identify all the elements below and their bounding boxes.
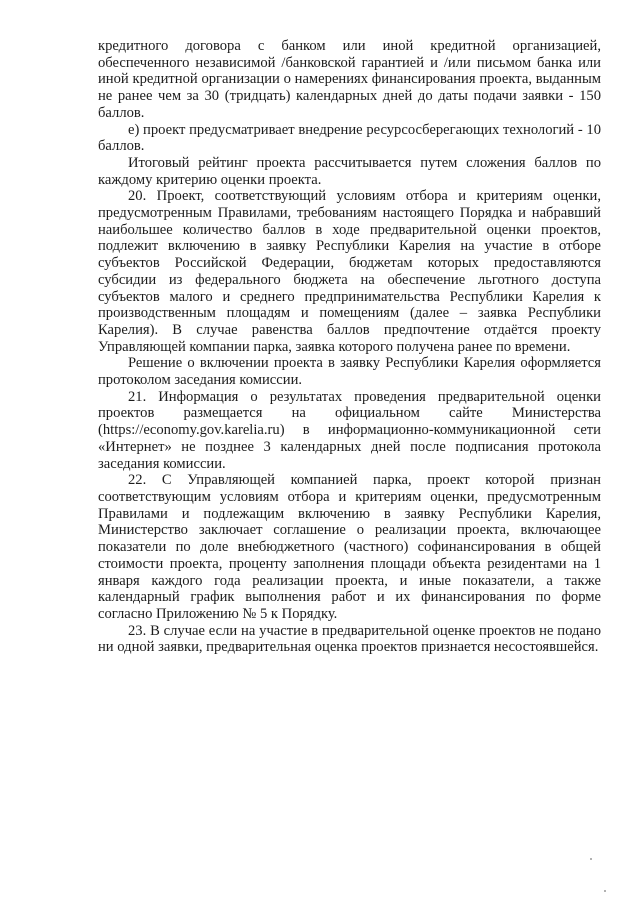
scan-speck: [590, 858, 592, 860]
document-body: [98, 38, 601, 656]
paragraph-clause-20: 20. Проект, соответствующий условиям отбора и критериям оценки, предусмотренным Правилами, требованиям настоящего Порядка и набравший наибольшее количество баллов в ходе предварительной оценки проектов, подлежит включению в заявку Республики Карелия на участие в отборе субъектов Российской Федерации, бюджетам которых предоставляются субсидии из федерального бюджета на обеспечение льготного доступа субъектов малого и среднего предпринимательства Республики Карелия к производственным площадям и помещениям (далее – заявка Республики Карелия). В случае равенства баллов предпочтение отдаётся проекту Управляющей компании парка, заявка которого получена ранее по времени.: [98, 188, 601, 355]
paragraph-clause-22: 22. С Управляющей компанией парка, проект которой признан соответствующим условиям отбора и критериям оценки, предусмотренным Правилами и подлежащим включению в заявку Республики Карелия, Министерство заключает соглашение о реализации проекта, включающее показатели по доле внебюджетного (частного) софинансирования в общей стоимости проекта, проценту заполнения площади объекта резидентами на 1 января каждого года реализации проекта, и иные показатели, а также календарный график выполнения работ и их финансирования по форме согласно Приложению № 5 к Порядку.: [98, 472, 601, 622]
paragraph-clause-21: 21. Информация о результатах проведения предварительной оценки проектов размещается на официальном сайте Министерства (https://economy.gov.karelia.ru) в информационно-коммуникационной сети «Интернет» не позднее 3 календарных дней после подписания протокола заседания комиссии.: [98, 388, 601, 472]
paragraph-rating-note: Итоговый рейтинг проекта рассчитывается путем сложения баллов по каждому критерию оценки проекта.: [98, 154, 601, 188]
paragraph-item-e: е) проект предусматривает внедрение ресурсосберегающих технологий - 10 баллов.: [98, 121, 601, 155]
scan-speck: [604, 890, 606, 892]
paragraph-continuation: кредитного договора с банком или иной кредитной организацией, обеспеченного независимой /банковской гарантией и /или письмом банка или иной кредитной организации о намерениях финансирования проекта, выданным не ранее чем за 30 (тридцать) календарных дней до даты подачи заявки - 150 баллов.: [98, 38, 601, 121]
paragraph-decision-note: Решение о включении проекта в заявку Республики Карелия оформляется протоколом заседания комиссии.: [98, 355, 601, 389]
paragraph-clause-23: 23. В случае если на участие в предварительной оценке проектов не подано ни одной заявки, предварительная оценка проектов признается несостоявшейся.: [98, 622, 601, 656]
